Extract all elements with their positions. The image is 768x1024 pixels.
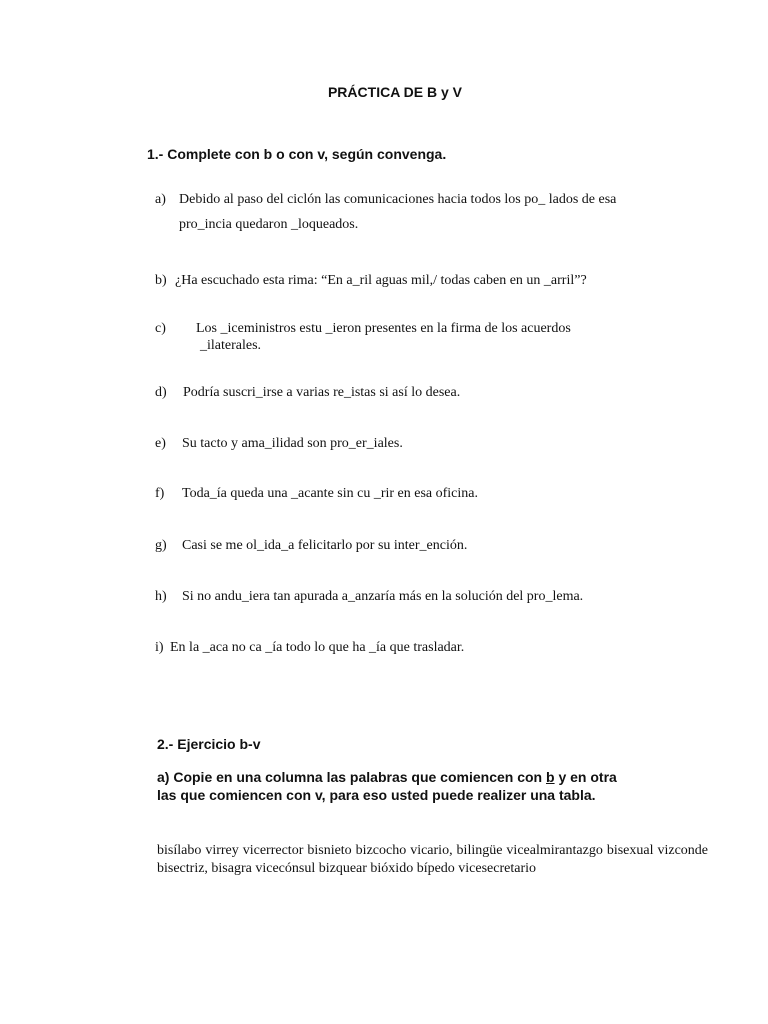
item-b-label: b) — [155, 273, 167, 288]
item-i-line-1: En la _aca no ca _ía todo lo que ha _ía que trasladar. — [170, 640, 465, 655]
item-g-line-1: Casi se me ol_ida_a felicitarlo por su inter_ención. — [182, 538, 468, 553]
instruction-suffix: y en otra las que comiencen con v, para eso usted puede realizer una tabla. — [157, 769, 617, 803]
instruction-prefix: a) Copie en una columna las palabras que comiencen con — [157, 769, 546, 785]
item-f-line-1: Toda_ía queda una _acante sin cu _rir en esa oficina. — [182, 486, 479, 501]
item-c-line-1: Los _iceministros estu _ieron presentes en la firma de los acuerdos — [196, 321, 571, 336]
section-1-heading: 1.- Complete con b o con v, según convenga. — [147, 146, 447, 162]
item-c-label: c) — [155, 321, 166, 336]
page-title: PRÁCTICA DE B y V — [327, 84, 463, 100]
item-a-line-1: Debido al paso del ciclón las comunicaciones hacia todos los po_ lados de esa — [179, 192, 617, 207]
item-f-label: f) — [155, 486, 165, 501]
item-label: a) — [155, 192, 166, 207]
item-d-line-1: Podría suscri_irse a varias re_istas si así lo desea. — [183, 385, 461, 400]
item-h-label: h) — [155, 589, 167, 604]
section-2-heading: 2.- Ejercicio b-v — [157, 736, 261, 752]
item-a — [155, 192, 166, 208]
item-i-label: i) — [155, 640, 164, 655]
instruction-underlined: b — [546, 769, 555, 785]
item-g-label: g) — [155, 538, 167, 553]
word-list: bisílabo virrey vicerrector bisnieto bizcocho vicario, bilingüe vicealmirantazgo bisexual vizconde bisectriz, bisagra vicecónsul bizquear bióxido bípedo vicesecretario — [157, 843, 708, 876]
item-b-line-1: ¿Ha escuchado esta rima: “En a_ril aguas mil,/ todas caben en un _arril”? — [175, 273, 587, 288]
item-c-line-2: _ilaterales. — [200, 338, 262, 353]
item-e-label: e) — [155, 436, 166, 451]
item-a-line-2: pro_incia quedaron _loqueados. — [179, 217, 359, 232]
item-d-label: d) — [155, 385, 167, 400]
section-2-instruction — [157, 768, 637, 804]
item-h-line-1: Si no andu_iera tan apurada a_anzaría más en la solución del pro_lema. — [182, 589, 584, 604]
item-e-line-1: Su tacto y ama_ilidad son pro_er_iales. — [182, 436, 403, 451]
